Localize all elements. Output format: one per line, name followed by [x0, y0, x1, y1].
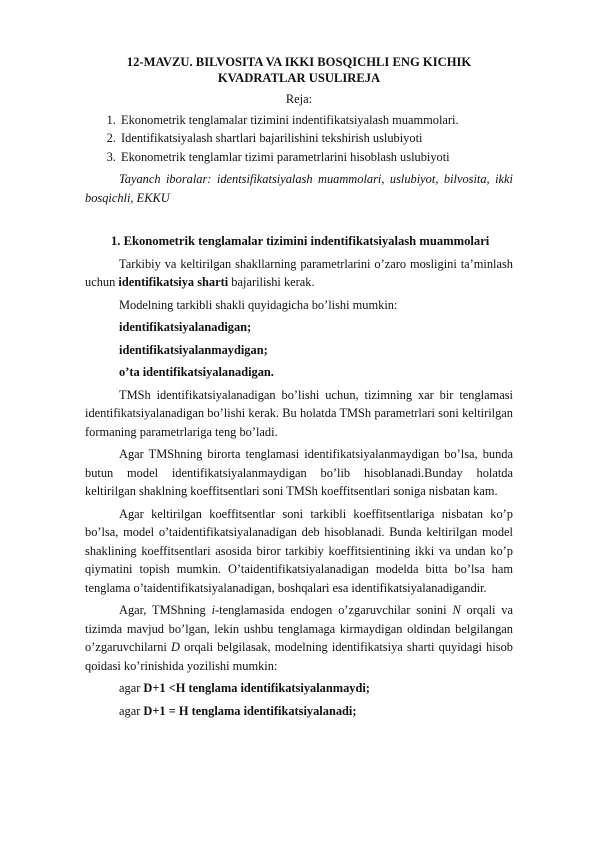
paragraph-1-tail: bajarilishi kerak. [228, 275, 315, 289]
paragraph-6-var-i: i [211, 603, 216, 617]
keywords: Tayanch iboralar: identsifikatsiyalash muammolari, uslubiyot, bilvosita, ikki bosqichli, EKKU [85, 172, 513, 205]
paragraph-6-text: -tenglamasida endogen o’zgaruvchilar sonini [215, 603, 453, 617]
paragraph-2: Modelning tarkibli shakli quyidagicha bo’lishi mumkin: [119, 297, 398, 312]
paragraph-1-bold: identifikatsiya sharti [118, 275, 229, 289]
rule-1 [85, 679, 513, 698]
rule-1-condition: D+1 <H tenglama identifikatsiyalanmaydi; [143, 681, 370, 695]
paragraph-6 [85, 601, 513, 675]
case-item: identifikatsiyalanmaydigan; [119, 342, 268, 357]
paragraph-3: TMSh identifikatsiyalanadigan bo’lishi uchun, tizimning xar bir tenglamasi identifikatsiyalanadigan bo’lishi kerak. Bu holatda TMSh parametrlari soni keltirilgan formaning parametrlariga teng bo’ladi. [85, 387, 513, 439]
section-1-heading: 1. Ekonometrik tenglamalar tizimini indentifikatsiyalash muammolari [111, 234, 490, 248]
case-item: o’ta identifikatsiyalanadigan. [119, 365, 274, 379]
plan-item: 1. Ekonometrik tenglamalar tizimini indentifikatsiyalash muammolari. [119, 111, 513, 130]
paragraph-1-text: Tarkibiy va keltirilgan shakllarning parametrlarini o’zaro mosligini ta’minlash uchun [85, 256, 513, 289]
plan-list [85, 111, 513, 167]
rule-2-condition: D+1 = H tenglama identifikatsiyalanadi; [143, 703, 357, 718]
case-item: identifikatsiyalanadigan; [119, 320, 252, 334]
rule-2-prefix: agar [119, 703, 144, 718]
rule-2 [85, 702, 513, 721]
rule-1-prefix: agar [119, 681, 144, 695]
plan-item: 3. Ekonometrik tenglamlar tizimi parametrlarini hisoblash uslubiyoti [119, 148, 513, 167]
paragraph-1 [85, 255, 513, 292]
paragraph-4: Agar TMShning birorta tenglamasi identifikatsiyalanmaydigan bo’lsa, bunda butun model identifikatsiyalanmaydigan bo’lib hisoblanadi.Bunday holatda keltirilgan shaklning koeffitsentlari soni TMSh koeffitsentlari soniga nisbatan kam. [85, 447, 513, 498]
paragraph-6-text: orqali va tizimda mavjud bo’lgan, lekin ushbu tenglamaga kirmaydigan oldindan belgilangan o’zgaruvchilarni [85, 603, 514, 654]
title-line-1: 12-MAVZU. BILVOSITA VA IKKI BOSQICHLI ENG KICHIK [126, 55, 472, 69]
title-line-2: KVADRATLAR USULIREJA [217, 71, 381, 85]
paragraph-6-text: orqali belgilasak, modelning identifikatsiya sharti quyidagi hisob qoidasi ko’rinishida yozilishi mumkin: [85, 640, 513, 673]
document-page [85, 54, 513, 720]
paragraph-5: Agar keltirilgan koeffitsentlar soni tarkibli koeffitsentlariga nisbatan ko’p bo’lsa, model o’taidentifikatsiyalanadigan deb hisoblanadi. Bunda keltirilgan model shaklining koeffitsentlari asosida biror tarkibiy koeffitsientining ikki va undan ko’p qiymatini topish mumkin. O’taidentifikatsiyalanadigan modelda bitta bo’lsa ham tenglama o’taidentifikatsiyalanadigan, boshqalari esa identifikatsiyalanadigandir. [85, 506, 513, 595]
document-title [85, 54, 513, 86]
plan-label: Reja: [285, 92, 313, 106]
paragraph-6-var-d: D [171, 640, 180, 654]
paragraph-6-text: Agar, TMShning [119, 603, 212, 617]
paragraph-6-var-n: N [452, 603, 461, 617]
plan-item: 2. Identifikatsiyalash shartlari bajarilishini tekshirish uslubiyoti [119, 129, 513, 148]
